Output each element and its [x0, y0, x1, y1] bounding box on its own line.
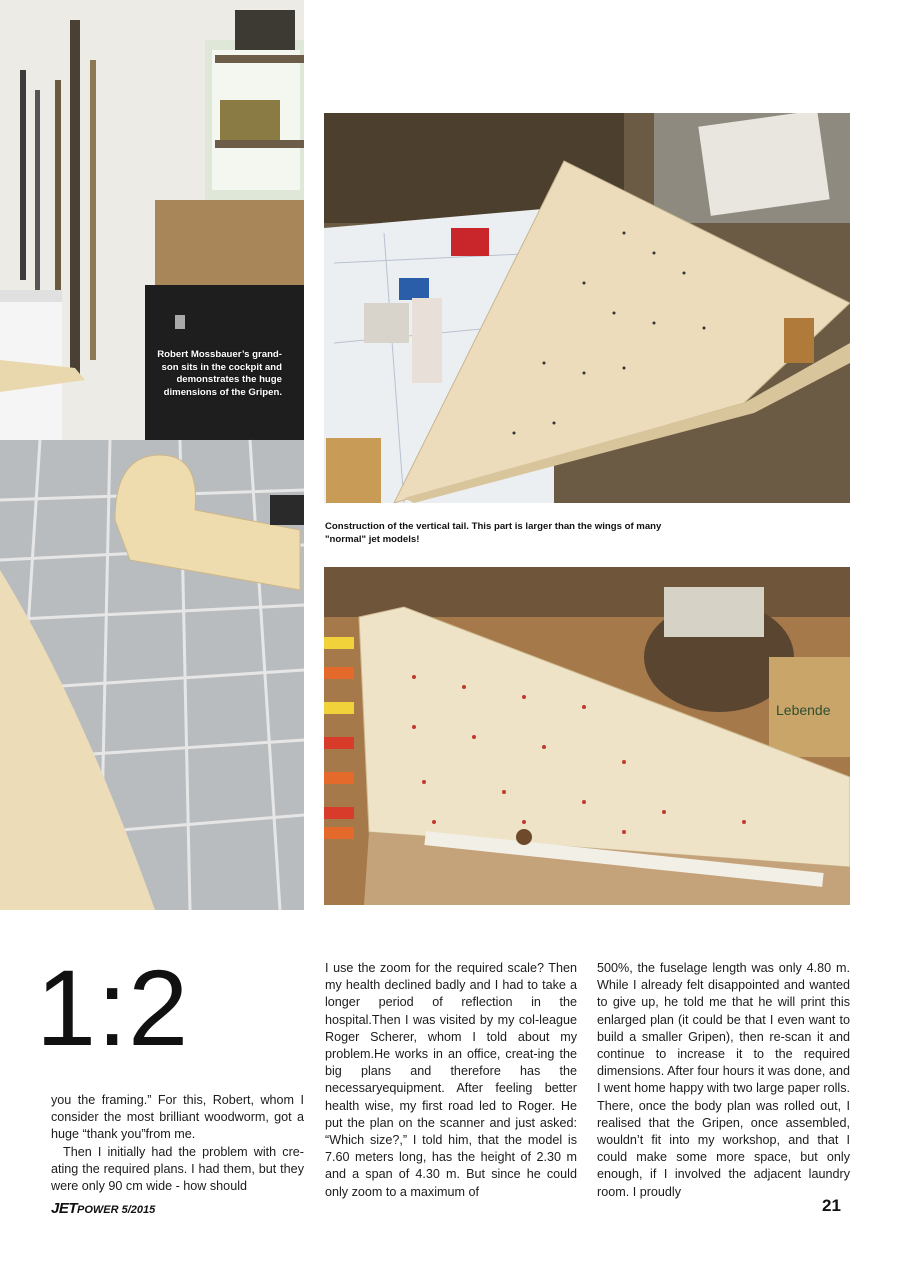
box-label: Lebende: [776, 702, 831, 718]
scale-headline: 1:2: [36, 947, 190, 1068]
caption-line: demonstrates the huge: [176, 374, 282, 385]
caption-line: Robert Mossbauer’s grand-: [157, 349, 282, 360]
caption-line: son sits in the cockpit and: [161, 361, 282, 373]
workshop-photo: [0, 0, 304, 910]
left-photo-caption: [148, 349, 282, 399]
paragraph: 500%, the fuselage length was only 4.80 m. While I already felt disappointed and wanted to give up, he told me that he will print this enlarged plan (it could be that I even want to build a smaller Gripen), then re-scan it and continue to increase it to the required dimensions. After four hours it was done, and I went home happy with two large paper rolls. There, once the body plan was rolled out, I realised that the Gripen, once assembled, wouldn’t fit into my workshop, and that I could make some more space, but only enough, if I involved the adjacent laundry room. I proudly: [597, 961, 850, 1199]
vertical-tail-illustration: [324, 113, 850, 503]
page-number: 21: [822, 1196, 841, 1215]
workshop-photo-illustration: [0, 0, 304, 910]
brand-logo-text: JET: [51, 1200, 78, 1217]
caption-line: dimensions of the Gripen.: [163, 386, 282, 398]
article-column-2: [325, 960, 577, 1201]
paragraph: you the framing.” For this, Robert, whom I consider the most brilliant woodworm, got a huge “thank you”from me.: [51, 1093, 304, 1142]
tail-plank-illustration: [324, 567, 850, 905]
tail-plank-photo: [324, 567, 850, 905]
paragraph: Then I initially had the problem with cre-ating the required plans. I had them, but they were only 90 cm wide - how should: [51, 1144, 304, 1194]
article-column-3: [597, 960, 850, 1201]
caption-line: "normal" jet models!: [325, 533, 420, 545]
paragraph: I use the zoom for the required scale? Then my health declined badly and I had to take a longer period of reflection in the hospital.Then I was visited by my col-league Roger Scherer, whom I told about my problem.He works in an office, creat-ing the big plans and therefore has the necessaryequipment. After feeling better health wise, my first road led to Roger. He put the plan on the scanner and just asked: “Which size?,” I told him, that the model is 7.60 meters long, has the height of 2.30 m and a span of 4.30 m. But since he could only zoom to a maximum of: [325, 961, 577, 1199]
vertical-tail-photo: [324, 113, 850, 503]
issue-label: POWER 5/2015: [77, 1204, 156, 1216]
caption-line: Construction of the vertical tail. This part is larger than the wings of many: [325, 521, 662, 532]
article-column-1: [51, 1092, 304, 1195]
top-photo-caption: [325, 521, 685, 546]
magazine-footer: [51, 1200, 155, 1217]
